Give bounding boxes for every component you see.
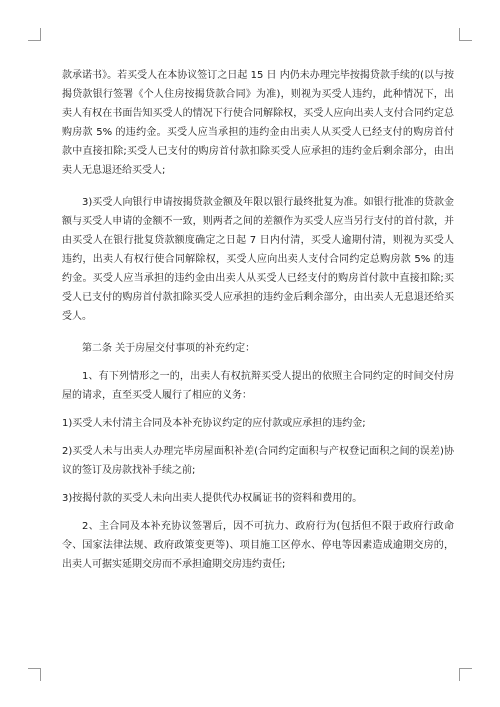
paragraph-loan-amount: 3)买受人向银行申请按揭贷款金额及年限以银行最终批复为准。如银行批准的贷款金额与买受人申请的金额不一致，则两者之间的差额作为买受人应当另行支付的首付款，并由买受人在银行批复贷款额度确定之日起 7 日内付清，买受人逾期付清，则视为买受人违约，出卖人有权行使合同解除权，买受人应向出卖人支付合同约定总购房款 5% 的违约金。买受人应当承担的违约金由出卖人从买受人已经支付的购房首付款中直接扣除;买受人已支付的购房首付款扣除买受人应承担的违约金后剩余部分，由出卖人无息退还给买受人。 (62, 197, 454, 322)
paragraph-clause-1: 1、有下列情形之一的，出卖人有权抗辩买受人提出的依照主合同约定的时间交付房屋的请求，直至买受人履行了相应的义务： (62, 371, 454, 401)
crop-mark-bottom-left (28, 668, 41, 681)
list-item-3: 3)按揭付款的买受人未向出卖人提供代办权属证书的资料和费用的。 (62, 493, 363, 504)
crop-mark-bottom-right (459, 668, 472, 681)
list-item-2: 2)买受人未与出卖人办理完毕房屋面积补差(合同约定面积与产权登记面积之间的误差)协议的签订及房款找补手续之前; (62, 446, 454, 476)
section-heading-article-2: 第二条 关于房屋交付事项的补充约定： (82, 343, 256, 354)
crop-mark-top-left (28, 28, 41, 41)
list-item-1: 1)买受人未付清主合同及本补充协议约定的应付款或应承担的违约金; (62, 418, 366, 429)
paragraph-clause-2: 2、主合同及本补充协议签署后，因不可抗力、政府行为(包括但不限于政府行政命令、国家法律法规、政府政策变更等)、项目施工区停水、停电等因素造成逾期交房的，出卖人可据实延期交房而不承担逾期交房违约责任; (62, 521, 454, 570)
paragraph-loan-deadline: 款承诺书》。若买受人在本协议签订之日起 15 日 内仍未办理完毕按揭贷款手续的(以与按揭贷款银行签署《个人住房按揭贷款合同》为准)，则视为买受人违约，此种情况下，出卖人有权在书面告知买受人的情况下行使合同解除权，买受人应向出卖人支付合同约定总购房款 5% 的违约金。买受人应当承担的违约金由出卖人从买受人已经支付的购房首付款中直接扣除;买受人已支付的购房首付款扣除买受人应承担的违约金后剩余部分，由出卖人无息退还给买受人; (62, 70, 454, 176)
crop-mark-top-right (459, 28, 472, 41)
document-body (62, 66, 454, 583)
